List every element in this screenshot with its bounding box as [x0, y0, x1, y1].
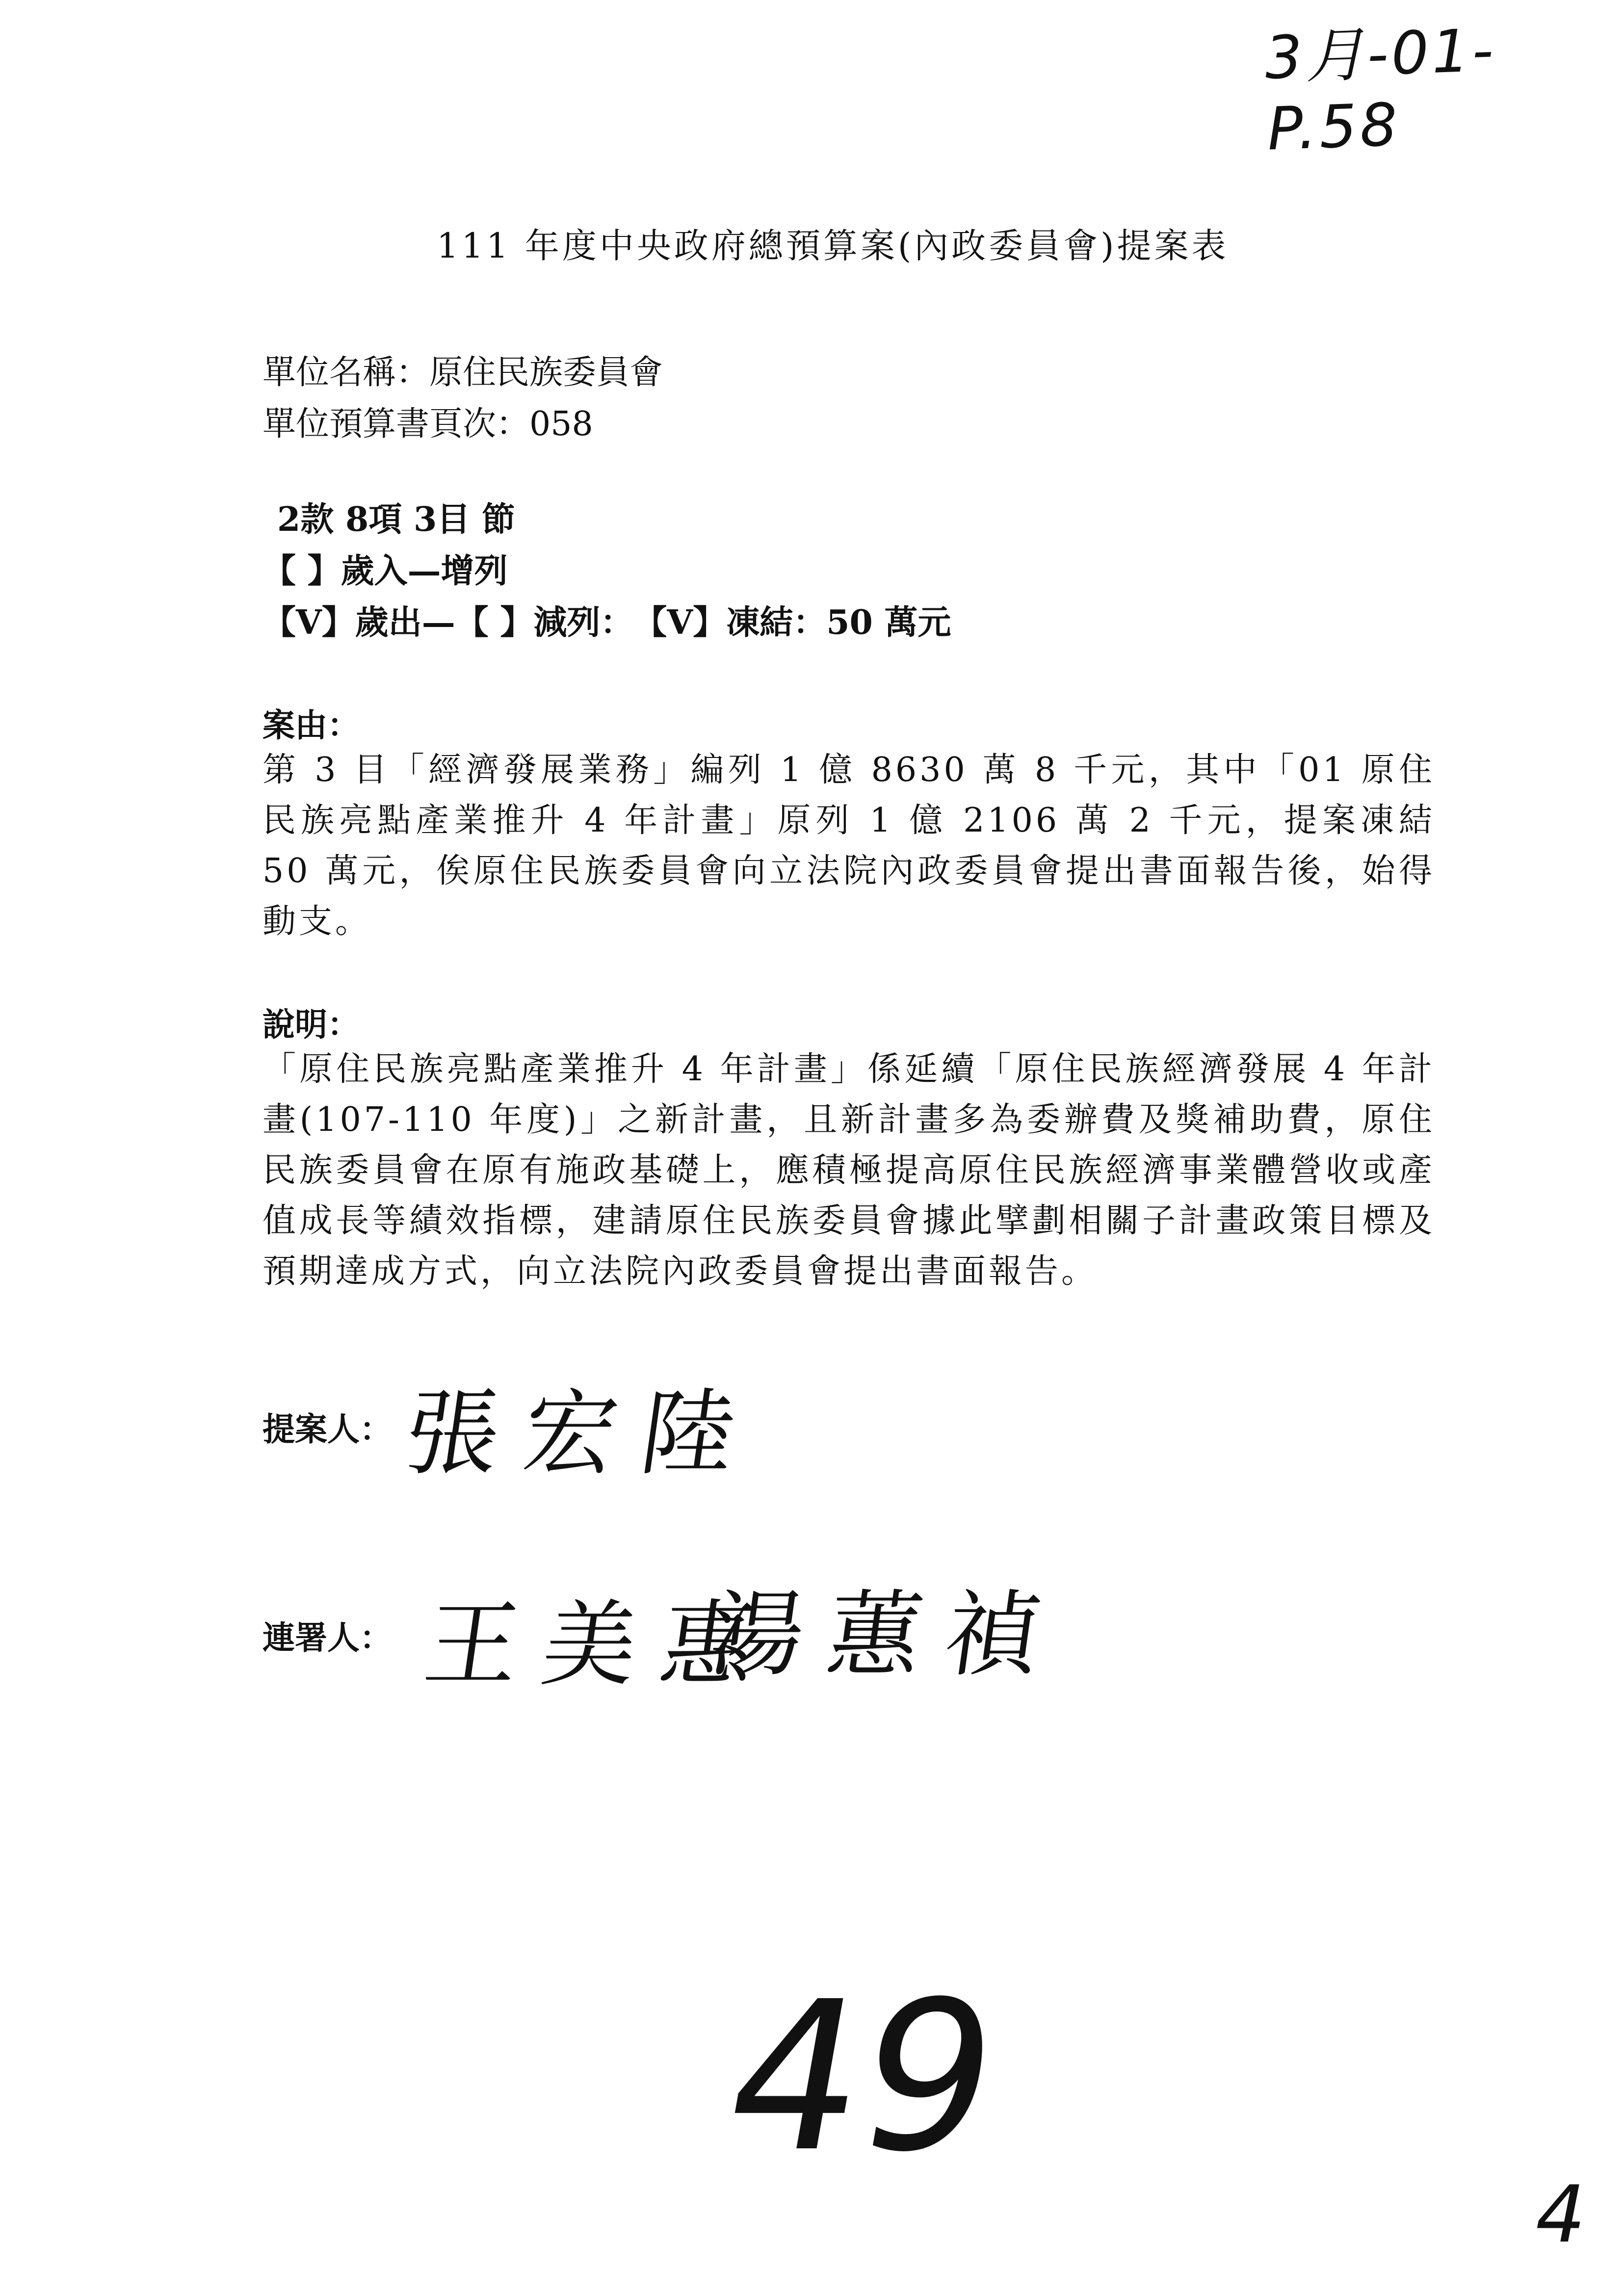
handwritten-stamp: 3月-01-P.58 — [1263, 16, 1497, 164]
cosigner-label: 連署人： — [262, 1618, 392, 1657]
cosigner-signature-1: 王美惠 — [418, 1591, 787, 1699]
cosigner-signature-2: 湯蕙禎 — [703, 1581, 1072, 1689]
reason-heading: 案由： — [262, 706, 360, 744]
document-title: 111 年度中央政府總預算案(內政委員會)提案表 — [437, 226, 1229, 266]
reason-text: 第 3 目「經濟發展業務」編列 1 億 8630 萬 8 千元，其中「01 原住民族亮點產業推升 4 年計畫」原列 1 億 2106 萬 2 千元，提案凍結 50 萬元，俟原住民族委員會向立法院內政委員會提出書面報告後，始得動支。 — [262, 751, 1435, 941]
handwritten-page-number: 49 — [709, 1957, 1015, 2197]
unit-budget-page: 單位預算書頁次：058 — [262, 405, 593, 444]
revenue-line: 【 】歲入—增列 — [262, 551, 508, 591]
unit-name: 單位名稱：原住民族委員會 — [262, 353, 663, 392]
explain-text: 「原住民族亮點產業推升 4 年計畫」係延續「原住民族經濟發展 4 年計畫(107-110 年度)」之新計畫，且新計畫多為委辦費及獎補助費，原住民族委員會在原有施政基礎上，應積極提高原住民族經濟事業體營收或產值成長等績效指標，建請原住民族委員會據此擘劃相關子計畫政策目標及預期達成方式，向立法院內政委員會提出書面報告。 — [262, 1050, 1435, 1291]
expense-line: 【V】歲出—【 】減列： 【V】凍結：50 萬元 — [262, 603, 951, 642]
corner-mark: 4 — [1536, 2168, 1586, 2260]
explain-heading: 說明： — [262, 1005, 360, 1044]
section-line: 2款 8項 3目 節 — [277, 500, 515, 539]
proposer-label: 提案人： — [262, 1410, 392, 1448]
proposer-signature: 張宏陸 — [398, 1380, 767, 1488]
